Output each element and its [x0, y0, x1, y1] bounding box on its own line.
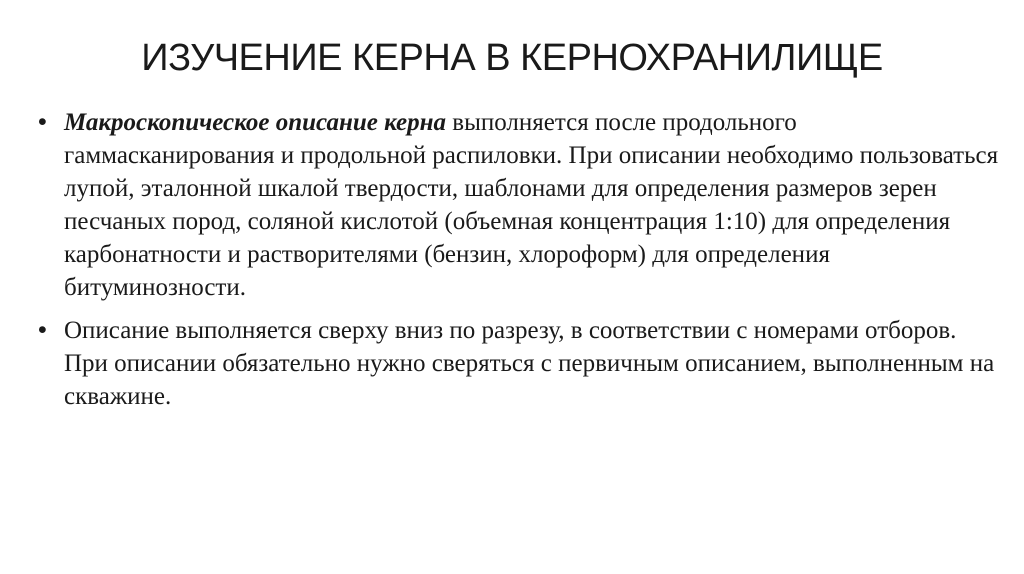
bullet-item-description-order — [38, 314, 1003, 413]
bullet-marker: • — [38, 316, 47, 344]
slide-title: ИЗУЧЕНИЕ КЕРНА В КЕРНОХРАНИЛИЩЕ — [141, 37, 883, 79]
bullet-text: выполняется после продольного гаммасканирования и продольной распиловки. При описании необходимо пользоваться лупой, эталонной шкалой твердости, шаблонами для определения размеров зерен песчаных пород, соляной кислотой (объемная концентрация 1:10) для определения карбонатности и растворителями (бензин, хлороформ) для определения битуминозности. — [64, 109, 999, 301]
bullet-emphasis-term: Макроскопическое описание керна — [64, 109, 447, 136]
bullet-marker: • — [38, 108, 47, 136]
bullet-item-core-description — [38, 106, 1003, 304]
bullet-list — [38, 106, 1003, 423]
bullet-text: Описание выполняется сверху вниз по разрезу, в соответствии с номерами отборов. При описании обязательно нужно сверяться с первичным описанием, выполненным на скважине. — [64, 317, 995, 410]
